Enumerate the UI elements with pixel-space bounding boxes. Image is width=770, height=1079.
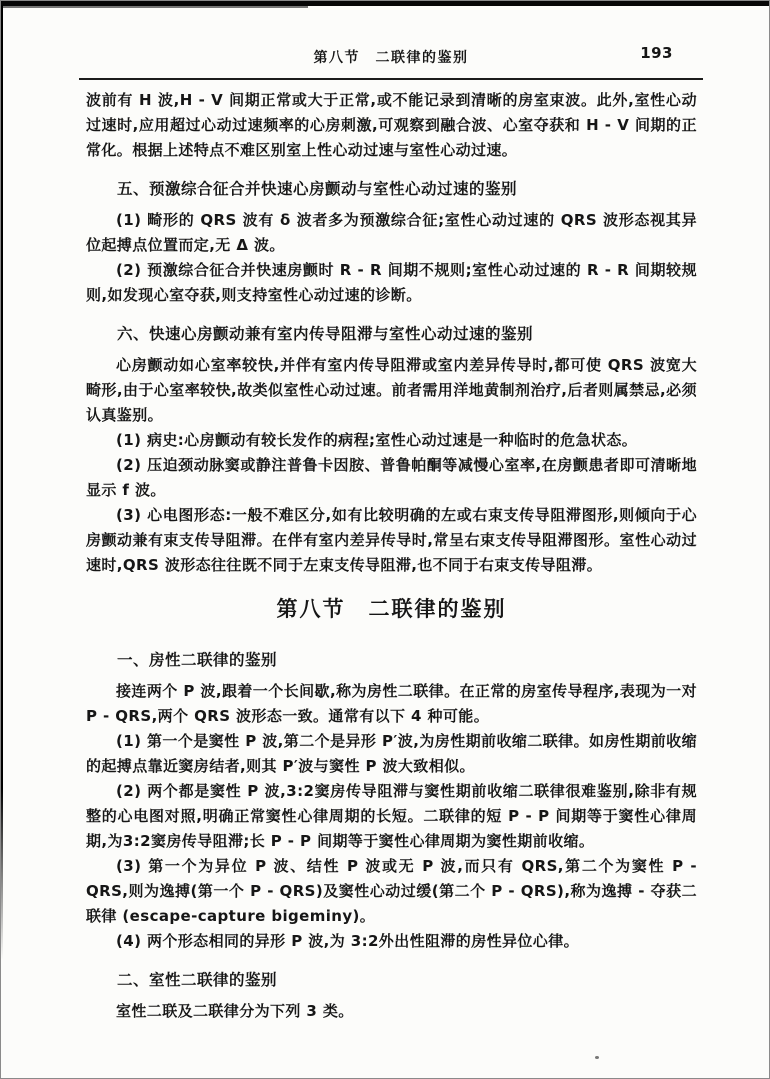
continuation-paragraph: 波前有 H 波,H - V 间期正常或大于正常,或不能记录到清晰的房室束波。此外,室性心动过速时,应用超过心动过速频率的心房刺激,可观察到融合波、心室夺获和 H - V 间期的正常化。根据上述特点不难区别室上性心动过速与室性心动过速。 bbox=[86, 91, 697, 159]
section1-paragraph-5: (4) 两个形态相同的异形 P 波,为 3:2外出性阻滞的房性异位心律。 bbox=[116, 932, 580, 950]
running-header-title: 第八节 二联律的鉴别 bbox=[313, 50, 469, 66]
section6-paragraph-4: (3) 心电图形态:一般不难区分,如有比较明确的左或右束支传导阻滞图形,则倾向于心房颤动兼有束支传导阻滞。在伴有室内差异传导时,常呈右束支传导阻滞图形。室性心动过速时,QRS 波形态往往既不同于左束支传导阻滞,也不同于右束支传导阻滞。 bbox=[86, 506, 697, 574]
header-rule bbox=[79, 78, 703, 80]
section-heading-5: 五、预激综合征合并快速心房颤动与室性心动过速的鉴别 bbox=[117, 180, 518, 198]
section6-paragraph-1: 心房颤动如心室率较快,并伴有室内传导阻滞或室内差异传导时,都可使 QRS 波宽大畸形,由于心室率较快,故类似室性心动过速。前者需用洋地黄制剂治疗,后者则属禁忌,必须认真鉴别。 bbox=[86, 356, 697, 424]
page-content bbox=[86, 88, 697, 1024]
section6-paragraph-3: (2) 压迫颈动脉窦或静注普鲁卡因胺、普鲁帕酮等减慢心室率,在房颤患者即可清晰地显示 f 波。 bbox=[86, 456, 697, 499]
section1-paragraph-4: (3) 第一个为异位 P 波、结性 P 波或无 P 波,而只有 QRS,第二个为窦性 P - QRS,则为逸搏(第一个 P - QRS)及窦性心动过缓(第二个 P - QRS),称为逸搏 - 夺获二联律 (escape-capture bigeminy)。 bbox=[86, 857, 697, 925]
section-heading-2: 二、室性二联律的鉴别 bbox=[117, 971, 278, 989]
page-number: 193 bbox=[640, 44, 673, 62]
running-header bbox=[79, 44, 703, 73]
section-heading-1: 一、房性二联律的鉴别 bbox=[117, 651, 278, 669]
section6-paragraph-2: (1) 病史:心房颤动有较长发作的病程;室性心动过速是一种临时的危急状态。 bbox=[116, 431, 638, 449]
scan-artifact-left-edge bbox=[1, 5, 3, 960]
section5-paragraph-1: (1) 畸形的 QRS 波有 δ 波者多为预激综合征;室性心动过速的 QRS 波形态视其异位起搏点位置而定,无 Δ 波。 bbox=[86, 211, 697, 254]
section2-paragraph-1: 室性二联及二联律分为下列 3 类。 bbox=[116, 1002, 354, 1020]
scan-artifact-top-edge bbox=[1, 1, 769, 6]
section1-paragraph-1: 接连两个 P 波,跟着一个长间歇,称为房性二联律。在正常的房室传导程序,表现为一对 P - QRS,两个 QRS 波形态一致。通常有以下 4 种可能。 bbox=[86, 682, 697, 725]
section1-paragraph-3: (2) 两个都是窦性 P 波,3:2窦房传导阻滞与窦性期前收缩二联律很难鉴别,除非有规整的心电图对照,明确正常窦性心律周期的长短。二联律的短 P - P 间期等于窦性心律周期,为3:2窦房传导阻滞;长 P - P 间期等于窦性心律周期为窦性期前收缩。 bbox=[86, 782, 697, 850]
scan-artifact-speck bbox=[595, 1056, 599, 1059]
chapter-heading: 第八节 二联律的鉴别 bbox=[276, 597, 507, 621]
section1-paragraph-2: (1) 第一个是窦性 P 波,第二个是异形 P′波,为房性期前收缩二联律。如房性期前收缩的起搏点靠近窦房结者,则其 P′波与窦性 P 波大致相似。 bbox=[86, 732, 697, 775]
section-heading-6: 六、快速心房颤动兼有室内传导阻滞与室性心动过速的鉴别 bbox=[117, 325, 534, 343]
section5-paragraph-2: (2) 预激综合征合并快速房颤时 R - R 间期不规则;室性心动过速的 R - R 间期较规则,如发现心室夺获,则支持室性心动过速的诊断。 bbox=[86, 261, 697, 304]
